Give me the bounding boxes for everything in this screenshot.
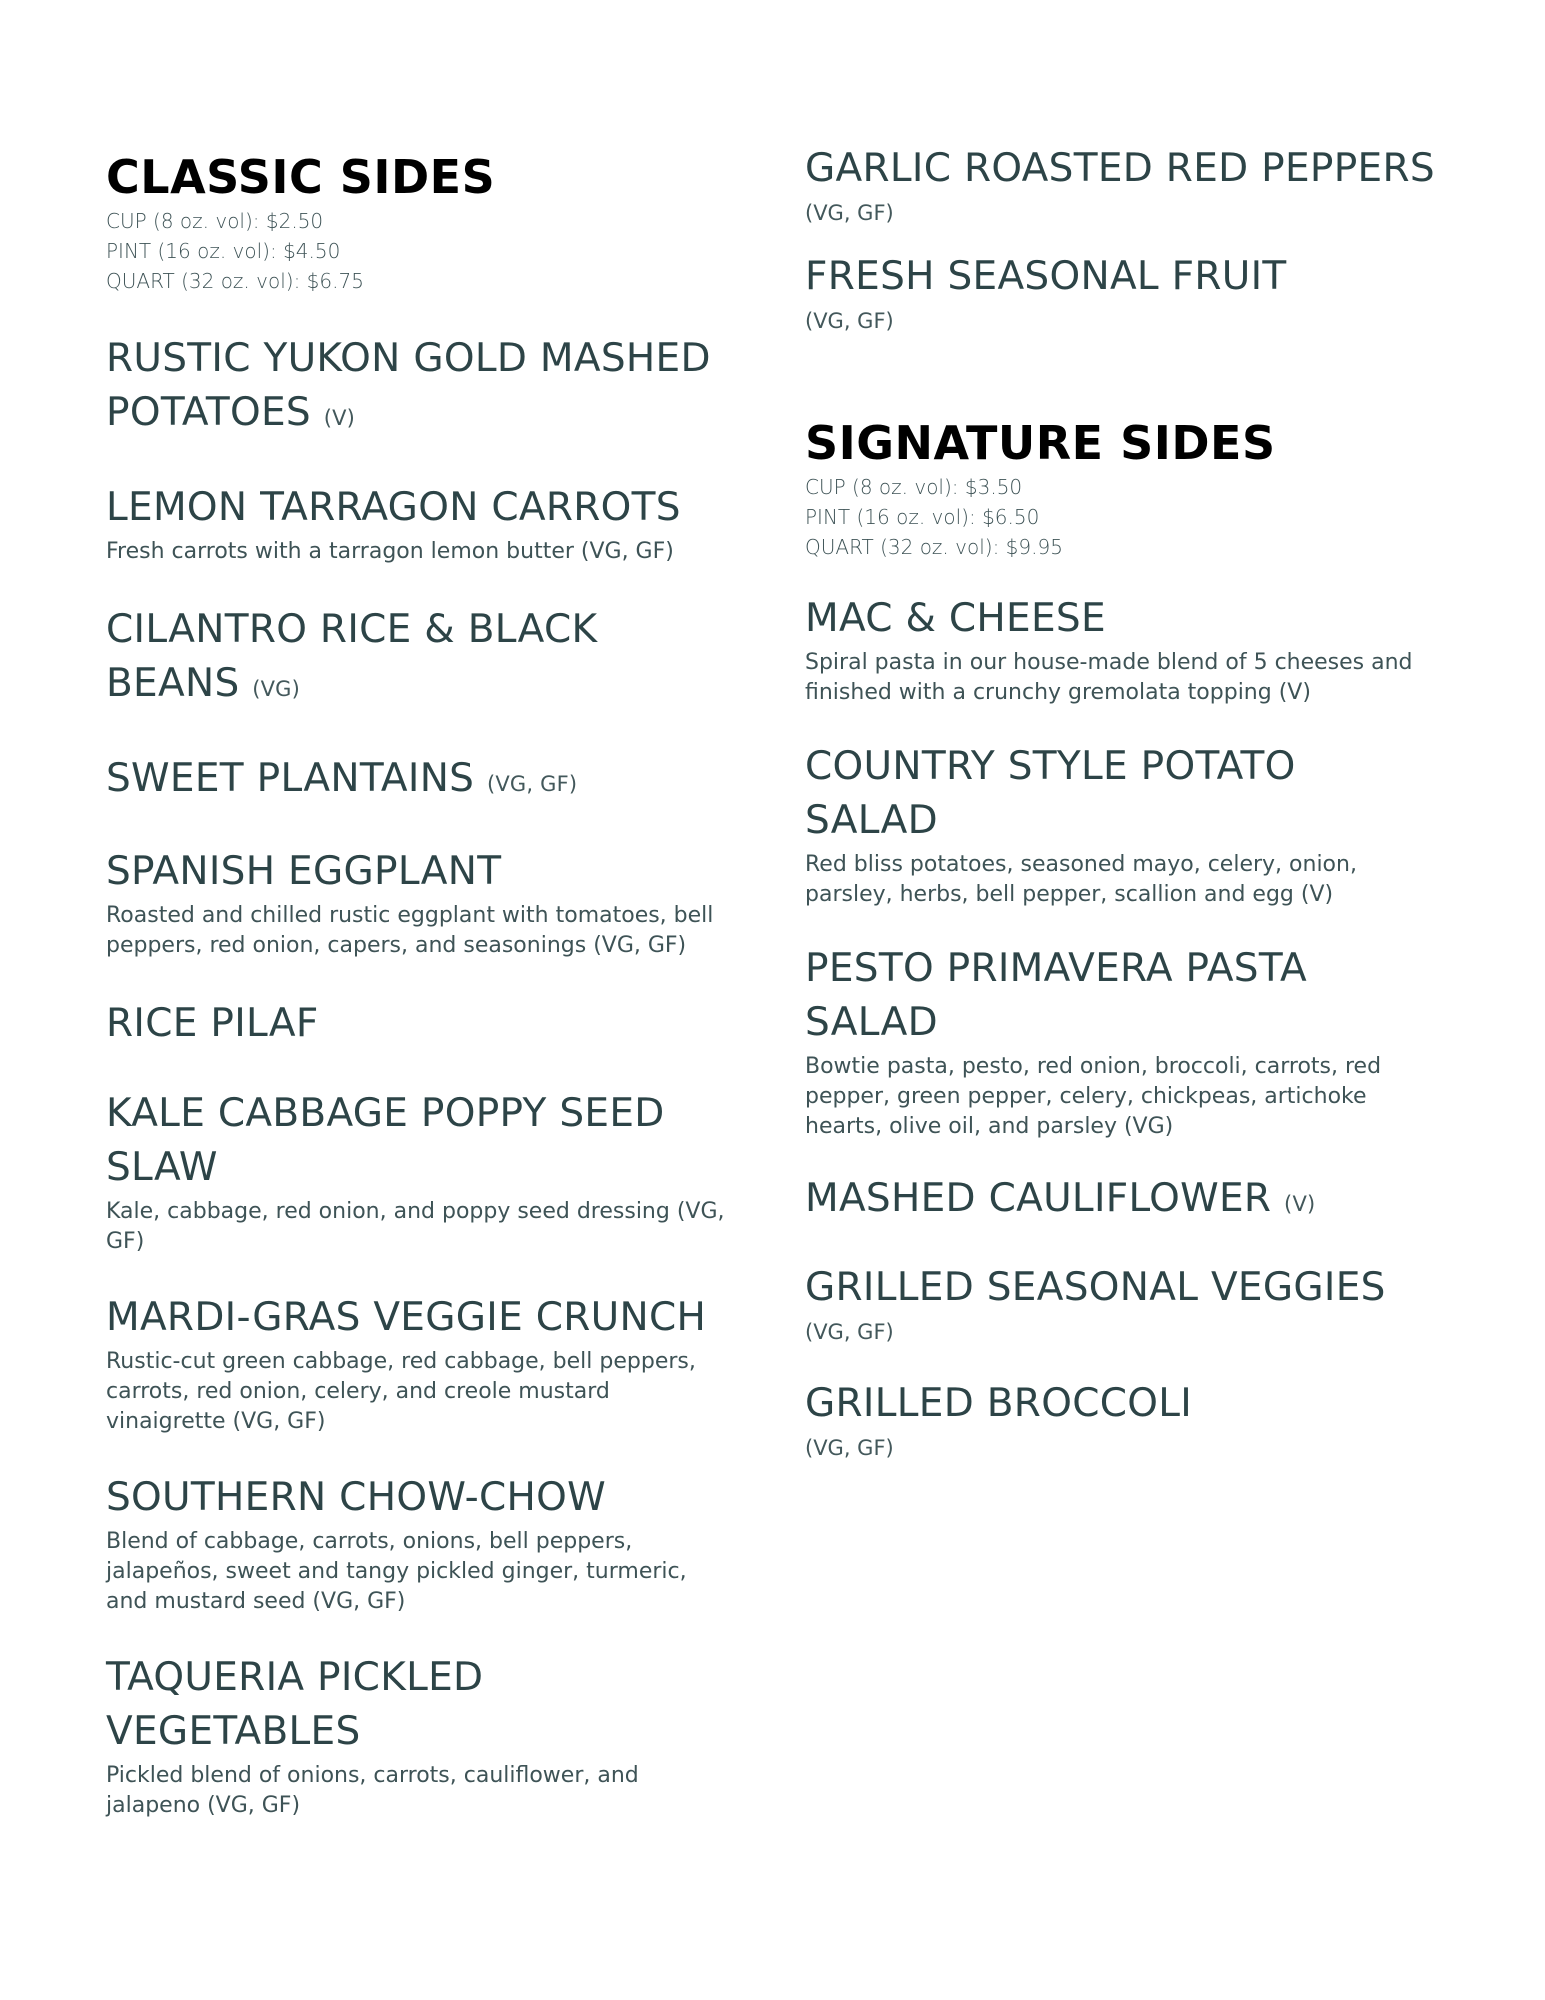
item-name: CILANTRO RICE & BLACK BEANS (106, 607, 598, 706)
menu-item (805, 942, 1455, 1142)
item-name: GARLIC ROASTED RED PEPPERS (805, 146, 1435, 191)
menu-item (805, 592, 1455, 708)
item-name: PESTO PRIMAVERA PASTA SALAD (805, 946, 1307, 1045)
item-description: Kale, cabbage, red onion, and poppy seed dressing (VG, GF) (106, 1199, 725, 1254)
classic-sides-title: CLASSIC SIDES (106, 150, 496, 204)
menu-item (805, 142, 1455, 228)
price-quart: QUART (32 oz. vol): $9.95 (805, 535, 1063, 559)
item-diet: (VG, GF) (805, 201, 894, 225)
item-name: MASHED CAULIFLOWER (805, 1176, 1272, 1221)
item-description: Spiral pasta in our house-made blend of 5 cheeses and finished with a crunchy gremolata topping (V) (805, 650, 1413, 705)
item-diet-tag: (VG, GF) (486, 772, 578, 796)
item-name: SWEET PLANTAINS (106, 756, 475, 801)
item-name: SOUTHERN CHOW-CHOW (106, 1475, 606, 1520)
item-name: LEMON TARRAGON CARROTS (106, 485, 681, 530)
item-name: SPANISH EGGPLANT (106, 849, 502, 894)
price-quart: QUART (32 oz. vol): $6.75 (106, 269, 364, 293)
item-name: KALE CABBAGE POPPY SEED SLAW (106, 1091, 665, 1190)
menu-item (106, 481, 746, 567)
item-name: GRILLED SEASONAL VEGGIES (805, 1265, 1386, 1310)
item-description: Pickled blend of onions, carrots, cauliflower, and jalapeno (VG, GF) (106, 1763, 639, 1818)
menu-item (106, 752, 746, 811)
item-description: Fresh carrots with a tarragon lemon butter (VG, GF) (106, 539, 674, 564)
menu-item (106, 997, 746, 1051)
menu-item (805, 1261, 1455, 1347)
classic-sides-column (106, 150, 746, 1821)
menu-item (106, 1291, 746, 1437)
menu-item (805, 250, 1455, 336)
signature-sides-title: SIGNATURE SIDES (805, 416, 1276, 470)
menu-item (805, 740, 1455, 910)
price-pint: PINT (16 oz. vol): $6.50 (805, 505, 1040, 529)
menu-item (805, 1377, 1455, 1463)
signature-sides-section (805, 416, 1455, 1463)
item-description: Roasted and chilled rustic eggplant with tomatoes, bell peppers, red onion, capers, and seasonings (VG, GF) (106, 903, 714, 958)
item-name: RICE PILAF (106, 1001, 319, 1046)
menu-item (106, 1651, 746, 1821)
classic-price-list (106, 206, 746, 296)
item-diet: (VG, GF) (805, 1320, 894, 1344)
menu-item (106, 1471, 746, 1617)
item-name: MAC & CHEESE (805, 596, 1106, 641)
item-name: MARDI-GRAS VEGGIE CRUNCH (106, 1295, 707, 1340)
menu-item (805, 1172, 1455, 1231)
menu-item (106, 603, 746, 716)
item-name: FRESH SEASONAL FRUIT (805, 254, 1287, 299)
menu-item (106, 845, 746, 961)
menu-item (106, 332, 746, 445)
right-column (805, 142, 1455, 1463)
item-name: GRILLED BROCCOLI (805, 1381, 1193, 1426)
item-description: Rustic-cut green cabbage, red cabbage, bell peppers, carrots, red onion, celery, and creole mustard vinaigrette (VG, GF) (106, 1349, 696, 1434)
item-description: Blend of cabbage, carrots, onions, bell peppers, jalapeños, sweet and tangy pickled ginger, turmeric, and mustard seed (VG, GF) (106, 1529, 687, 1614)
menu-item (106, 1087, 746, 1257)
price-pint: PINT (16 oz. vol): $4.50 (106, 239, 341, 263)
item-diet-tag: (V) (1284, 1192, 1316, 1216)
item-diet-tag: (V) (323, 406, 356, 430)
price-cup: CUP (8 oz. vol): $2.50 (106, 209, 324, 233)
item-diet: (VG, GF) (805, 1436, 894, 1460)
item-name: TAQUERIA PICKLED VEGETABLES (106, 1655, 484, 1754)
item-name: RUSTIC YUKON GOLD MASHED POTATOES (106, 336, 711, 435)
signature-price-list (805, 472, 1455, 562)
item-diet-tag: (VG) (252, 677, 301, 701)
item-diet: (VG, GF) (805, 309, 894, 333)
item-name: COUNTRY STYLE POTATO SALAD (805, 744, 1296, 843)
item-description: Red bliss potatoes, seasoned mayo, celery, onion, parsley, herbs, bell pepper, scallion and egg (V) (805, 852, 1357, 907)
price-cup: CUP (8 oz. vol): $3.50 (805, 475, 1023, 499)
item-description: Bowtie pasta, pesto, red onion, broccoli, carrots, red pepper, green pepper, celery, chickpeas, artichoke hearts, olive oil, and parsley (VG) (805, 1054, 1382, 1139)
